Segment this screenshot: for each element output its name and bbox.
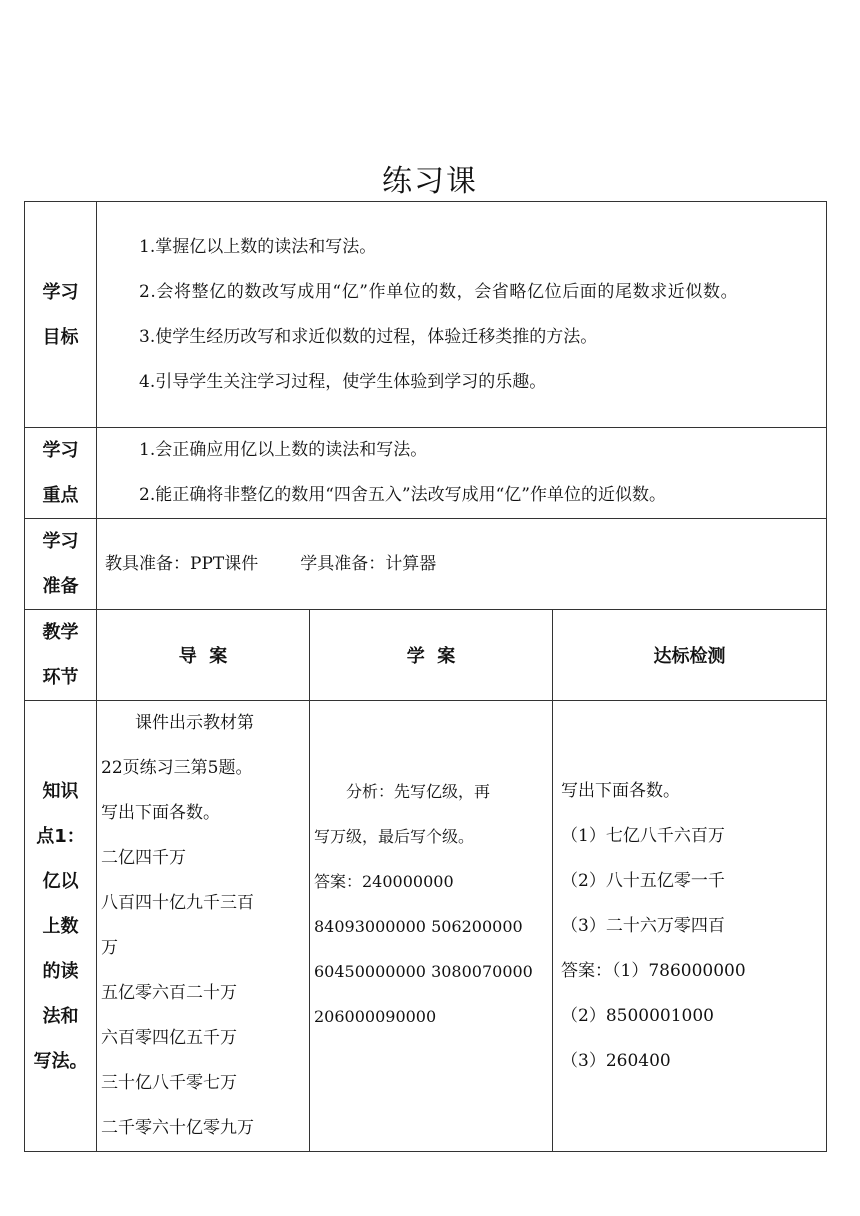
objective-item: 3.使学生经历改写和求近似数的过程，体验迁移类推的方法。 xyxy=(139,326,598,347)
objective-item: 2.会将整亿的数改写成用“亿”作单位的数，会省略亿位后面的尾数求近似数。 xyxy=(139,281,739,302)
preparation-label: 学习 准备 xyxy=(25,519,97,610)
objectives-content xyxy=(97,202,827,428)
key-points-content xyxy=(97,428,827,519)
teacher-prep: 教具准备：PPT课件 xyxy=(105,553,259,574)
check-column-header: 达标检测 xyxy=(553,610,827,701)
key-points-label: 学习 重点 xyxy=(25,428,97,519)
section-label: 教学 环节 xyxy=(25,610,97,701)
key-point-item: 2.能正确将非整亿的数用“四舍五入”法改写成用“亿”作单位的近似数。 xyxy=(139,485,666,505)
guide-column-header: 导 案 xyxy=(97,610,310,701)
lesson-plan-table xyxy=(24,201,827,1152)
student-prep: 学具准备：计算器 xyxy=(300,553,437,574)
objectives-label: 学习 目标 xyxy=(25,202,97,428)
key-point-item: 1.会正确应用亿以上数的读法和写法。 xyxy=(139,440,428,460)
study-content: 分析：先写亿级，再 写万级，最后写个级。 答案：240000000 84093000000 506200000 60450000000 3080070000 206000090000 xyxy=(310,701,553,1152)
preparation-row xyxy=(25,519,827,610)
preparation-content xyxy=(97,519,827,610)
check-content: 写出下面各数。 （1）七亿八千六百万 （2）八十五亿零一千 （3）二十六万零四百 答案：（1）786000000 （2）8500001000 （3）260400 xyxy=(553,701,827,1152)
knowledge-row xyxy=(25,701,827,1152)
knowledge-label: 知识 点1： 亿以 上数 的读 法和 写法。 xyxy=(25,701,97,1152)
objective-item: 4.引导学生关注学习过程，使学生体验到学习的乐趣。 xyxy=(139,371,547,392)
key-points-row xyxy=(25,428,827,519)
study-column-header: 学 案 xyxy=(310,610,553,701)
objectives-row xyxy=(25,202,827,428)
objective-item: 1.掌握亿以上数的读法和写法。 xyxy=(139,236,377,257)
section-header-row xyxy=(25,610,827,701)
guide-content: 课件出示教材第 22页练习三第5题。 写出下面各数。 二亿四千万 八百四十亿九千三百 万 五亿零六百二十万 六百零四亿五千万 三十亿八千零七万 二千零六十亿零九万 xyxy=(97,701,310,1152)
page-title: 练习课 xyxy=(382,164,478,199)
